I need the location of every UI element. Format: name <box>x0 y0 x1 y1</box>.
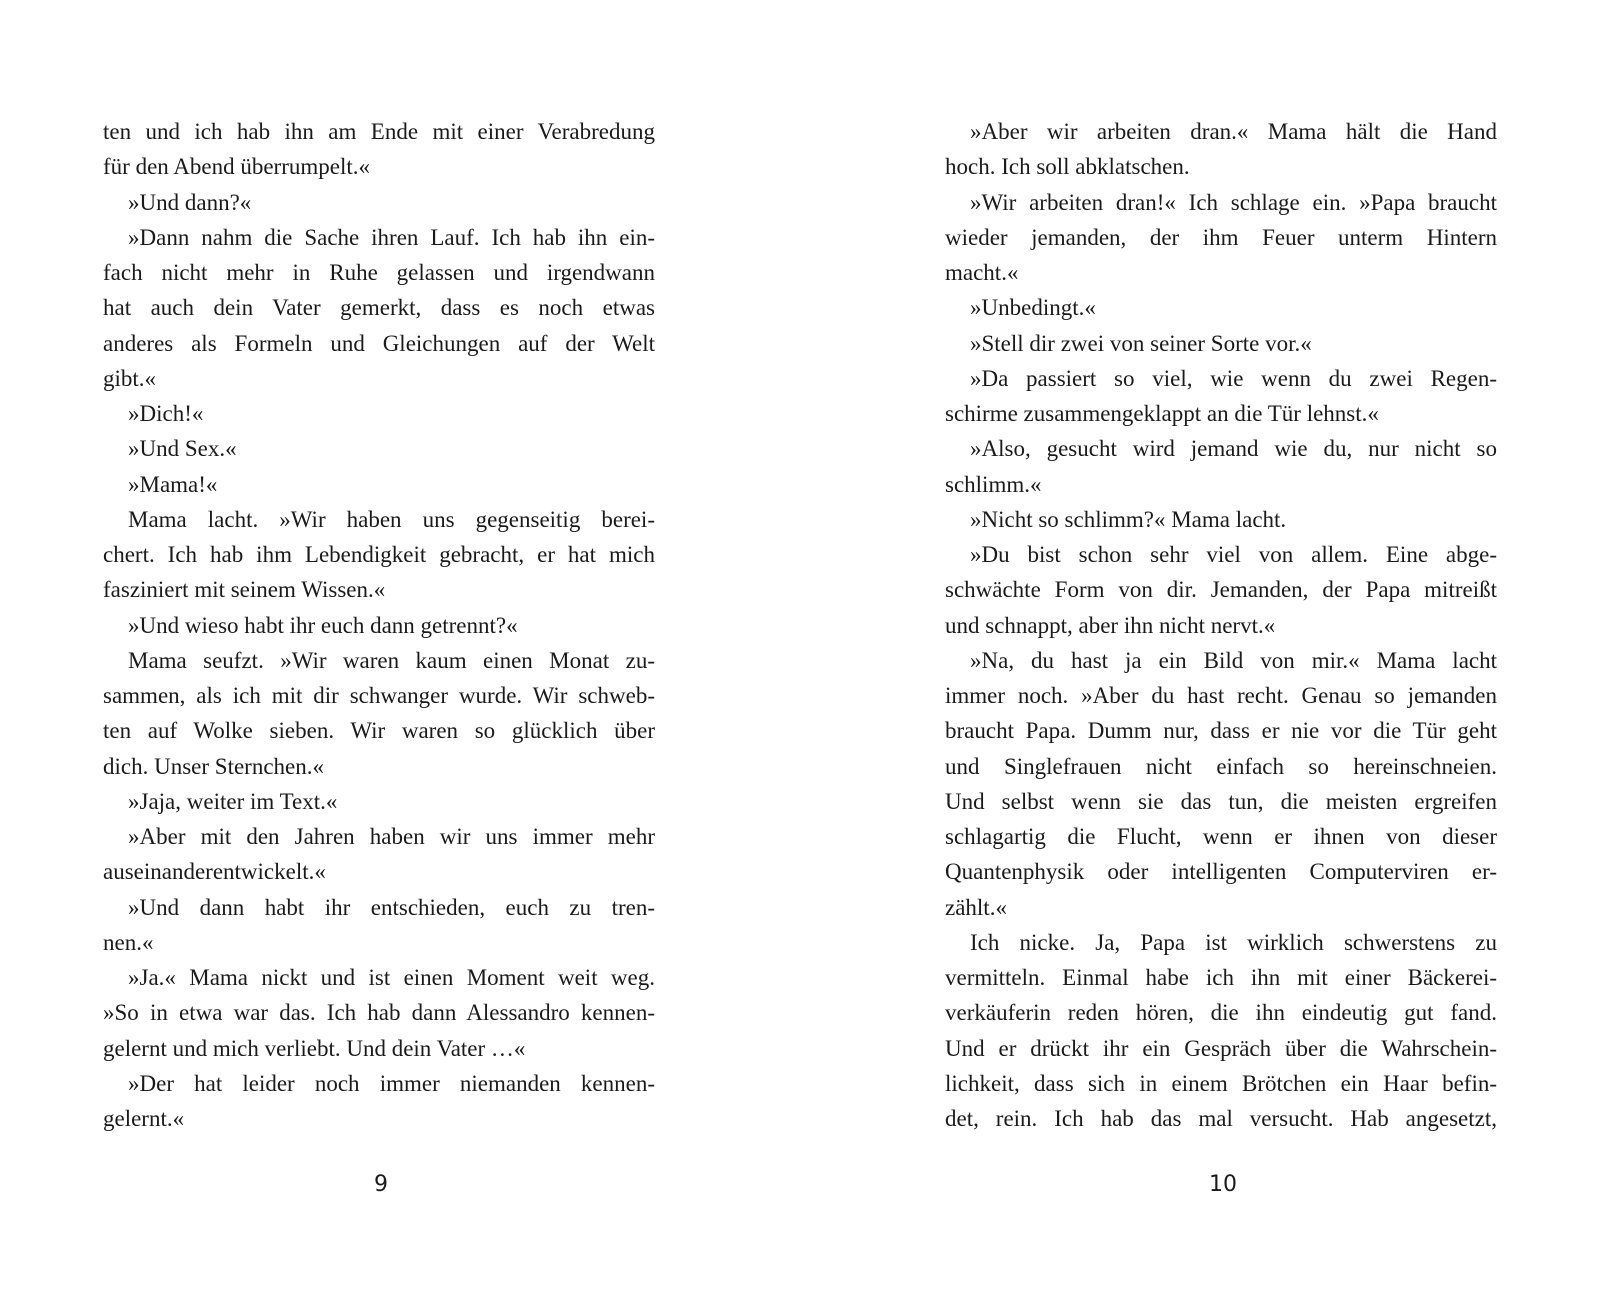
text-line: schwächte Form von dir. Jemanden, der Papa mitreißt <box>945 577 1497 603</box>
text-line: braucht Papa. Dumm nur, dass er nie vor die Tür geht <box>945 718 1497 744</box>
text-line: ten und ich hab ihn am Ende mit einer Verabredung <box>103 119 655 144</box>
text-line: »Wir arbeiten dran!« Ich schlage ein. »Papa braucht <box>970 189 1497 215</box>
right-page-text <box>945 114 1497 1136</box>
text-line: anderes als Formeln und Gleichungen auf der Welt <box>103 330 655 356</box>
text-line: auseinanderentwickelt.« <box>103 859 326 885</box>
page-number-left: 9 <box>374 1172 388 1197</box>
text-line: wieder jemanden, der ihm Feuer unterm Hintern <box>945 224 1497 250</box>
text-line: dich. Unser Sternchen.« <box>103 753 324 779</box>
text-line: »Stell dir zwei von seiner Sorte vor.« <box>970 330 1312 356</box>
text-line: hat auch dein Vater gemerkt, dass es noch etwas <box>103 295 655 321</box>
text-line: »Und wieso habt ihr euch dann getrennt?« <box>128 612 518 638</box>
text-line: und Singlefrauen nicht einfach so hereinschneien. <box>945 753 1497 779</box>
text-line: »Mama!« <box>128 471 218 497</box>
text-line: »Und dann habt ihr entschieden, euch zu tren- <box>128 894 655 920</box>
text-line: »Dich!« <box>128 401 204 426</box>
text-line: für den Abend überrumpelt.« <box>103 154 370 180</box>
text-line: schlimm.« <box>945 471 1042 497</box>
text-line: gelernt und mich verliebt. Und dein Vater …« <box>103 1035 526 1061</box>
text-line: sammen, als ich mit dir schwanger wurde. Wir schweb- <box>103 683 655 708</box>
text-line: »Aber wir arbeiten dran.« Mama hält die Hand <box>970 119 1497 144</box>
text-line: nen.« <box>103 929 154 955</box>
text-line: »So in etwa war das. Ich hab dann Alessandro kennen- <box>103 1000 655 1026</box>
text-line: »Jaja, weiter im Text.« <box>128 788 338 814</box>
text-line: macht.« <box>945 260 1019 285</box>
text-line: hoch. Ich soll abklatschen. <box>945 154 1190 180</box>
text-line: »Also, gesucht wird jemand wie du, nur nicht so <box>970 436 1497 462</box>
text-line: lichkeit, dass sich in einem Brötchen ein Haar befin- <box>945 1070 1497 1096</box>
text-line: »Ja.« Mama nickt und ist einen Moment weit weg. <box>128 965 655 990</box>
text-line: gelernt.« <box>103 1106 185 1131</box>
text-line: »Dann nahm die Sache ihren Lauf. Ich hab ihn ein- <box>128 224 655 250</box>
text-line: »Aber mit den Jahren haben wir uns immer mehr <box>128 824 655 849</box>
text-line: vermitteln. Einmal habe ich ihn mit einer Bäckerei- <box>945 965 1497 990</box>
text-line: det, rein. Ich hab das mal versucht. Hab angesetzt, <box>945 1106 1497 1131</box>
text-line: schlagartig die Flucht, wenn er ihnen von dieser <box>945 824 1497 849</box>
text-line: fach nicht mehr in Ruhe gelassen und irgendwann <box>103 260 655 285</box>
left-page-text <box>103 114 655 1136</box>
text-line: verkäuferin reden hören, die ihn eindeutig gut fand. <box>945 1000 1497 1026</box>
text-line: »Da passiert so viel, wie wenn du zwei Regen- <box>970 365 1497 391</box>
text-line: »Na, du hast ja ein Bild von mir.« Mama lacht <box>970 647 1497 673</box>
text-line: immer noch. »Aber du hast recht. Genau so jemanden <box>945 683 1497 708</box>
text-line: Und selbst wenn sie das tun, die meisten ergreifen <box>945 788 1497 814</box>
text-line: Ich nicke. Ja, Papa ist wirklich schwerstens zu <box>970 929 1497 955</box>
text-line: »Unbedingt.« <box>970 295 1096 321</box>
text-line: Mama lacht. »Wir haben uns gegenseitig berei- <box>128 506 655 532</box>
text-line: gibt.« <box>103 365 157 391</box>
text-line: chert. Ich hab ihm Lebendigkeit gebracht, er hat mich <box>103 542 655 567</box>
text-line: »Nicht so schlimm?« Mama lacht. <box>970 506 1287 532</box>
text-line: »Und Sex.« <box>128 436 237 462</box>
page-number-right: 10 <box>1209 1172 1237 1197</box>
text-line: »Der hat leider noch immer niemanden kennen- <box>128 1070 655 1096</box>
text-line: fasziniert mit seinem Wissen.« <box>103 577 386 603</box>
text-line: ten auf Wolke sieben. Wir waren so glücklich über <box>103 718 655 744</box>
text-line: Und er drückt ihr ein Gespräch über die Wahrschein- <box>945 1035 1497 1061</box>
text-line: zählt.« <box>945 894 1007 920</box>
text-line: Mama seufzt. »Wir waren kaum einen Monat zu- <box>128 647 655 673</box>
text-line: und schnappt, aber ihn nicht nervt.« <box>945 612 1276 638</box>
text-line: schirme zusammengeklappt an die Tür lehnst.« <box>945 401 1379 426</box>
text-line: Quantenphysik oder intelligenten Computerviren er- <box>945 859 1497 885</box>
text-line: »Du bist schon sehr viel von allem. Eine abge- <box>970 542 1497 567</box>
text-line: »Und dann?« <box>128 189 252 215</box>
